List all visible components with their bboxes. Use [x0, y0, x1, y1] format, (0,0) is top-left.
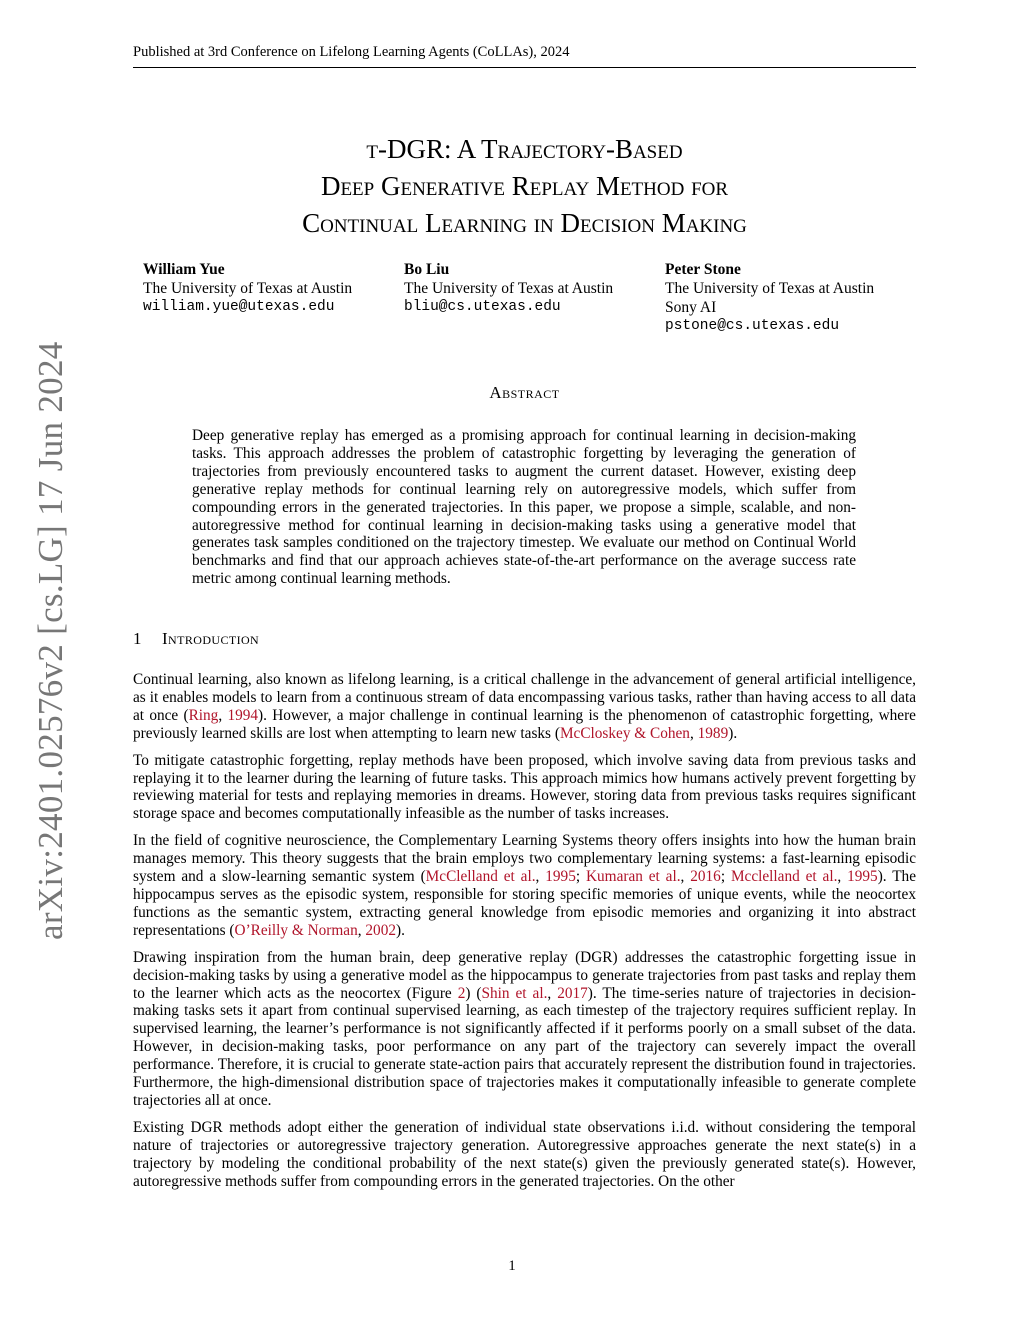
citation-link[interactable]: 2002: [365, 921, 396, 939]
section-number: 1: [133, 629, 142, 648]
running-header: Published at 3rd Conference on Lifelong Learning Agents (CoLLAs), 2024: [133, 44, 916, 68]
paper-title: [133, 131, 916, 242]
figure-link[interactable]: 2: [457, 984, 466, 1002]
citation-link[interactable]: Kumaran et al.: [585, 868, 681, 886]
arxiv-identifier: arXiv:2401.02576v2 [cs.LG] 17 Jun 2024: [31, 341, 70, 940]
paragraph-3: [133, 832, 916, 939]
text-span: Drawing inspiration from the human brain, deep generative replay (DGR) addresses the catastrophic forgetting issue in decision-making tasks by using a generative model as the hippocampus to generate trajectories from past tasks and replay them to the learner which acts as the neocortex (Figure: [133, 948, 916, 1002]
author-affiliation-2: Sony AI: [665, 299, 717, 316]
abstract-heading: Abstract: [489, 383, 560, 402]
author-block-2: [404, 260, 613, 317]
text-span: ,: [680, 868, 691, 886]
text-span: ,: [218, 706, 228, 724]
section-heading: [133, 629, 259, 649]
citation-link[interactable]: 2017: [557, 984, 588, 1002]
citation-link[interactable]: 1995: [847, 868, 878, 886]
author-block-1: [143, 260, 352, 317]
citation-link[interactable]: Shin et al.: [481, 984, 548, 1002]
author-name: Peter Stone: [665, 261, 741, 278]
author-name: William Yue: [143, 261, 225, 278]
citation-link[interactable]: 1989: [697, 724, 729, 742]
citation-link[interactable]: O’Reilly & Norman: [234, 921, 358, 939]
citation-link[interactable]: 1995: [545, 868, 576, 886]
author-email: pstone@cs.utexas.edu: [665, 318, 840, 334]
text-span: ). However, a major challenge in continual learning is the phenomenon of catastrophic forgetting, where previously learned skills are lost when attempting to learn new tasks (: [133, 706, 916, 742]
author-affiliation: The University of Texas at Austin: [665, 280, 875, 297]
text-span: ,: [837, 868, 848, 886]
author-name: Bo Liu: [404, 261, 450, 278]
paragraph-5: Existing DGR methods adopt either the generation of individual state observations i.i.d. without considering the temporal nature of trajectories or autoregressive trajectory generation. Autoregressive approaches generate the next state(s) in a trajectory by modeling the conditional probability of the next state(s) given the previously generated state(s). However, autoregressive methods suffer from compounding errors in the generated trajectories. On the other: [133, 1118, 916, 1190]
text-span: ).: [728, 724, 738, 742]
text-span: ;: [575, 868, 586, 886]
citation-link[interactable]: Ring: [188, 706, 219, 724]
text-span: ).: [395, 921, 405, 939]
text-span: ,: [689, 724, 698, 742]
citation-link[interactable]: Mcclelland et al.: [730, 868, 838, 886]
text-span: ). The hippocampus serves as the episodic system, responsible for storing specific memories of unique events, while the neocortex functions as the semantic system, extracting general knowledge from episodic memories and organizing it into abstract representations (: [133, 868, 916, 939]
paragraph-1: [133, 671, 916, 743]
author-email: bliu@cs.utexas.edu: [404, 299, 561, 315]
text-span: ). The time-series nature of trajectories in decision-making tasks sets it apart from continual supervised learning, as each timestep of the trajectory requires sufficient replay. In supervised learning, the learner’s performance is not significantly affected if it performs poorly on a small subset of the data. However, in decision-making tasks, poor performance on any part of the trajectory can severely impact the overall performance. Therefore, it is crucial to generate state-action pairs that accurately represent the distribution found in trajectories. Furthermore, the high-dimensional distribution space of trajectories makes it computationally infeasible to generate complete trajectories all at once.: [133, 984, 916, 1109]
section-title: Introduction: [162, 629, 260, 648]
author-email: william.yue@utexas.edu: [143, 299, 335, 315]
citation-link[interactable]: 1994: [227, 706, 259, 724]
page-number: 1: [508, 1258, 516, 1274]
text-span: In the field of cognitive neuroscience, the Complementary Learning Systems theory offers insights into how the human brain manages memory. This theory suggests that the brain employs two complementary learning systems: a fast-learning episodic system and a slow-learning semantic system (: [133, 832, 916, 886]
paragraph-2: To mitigate catastrophic forgetting, replay methods have been proposed, which involve saving data from previous tasks and replaying it to the learner during the learning of future tasks. This approach mimics how humans actively prevent forgetting by reviewing material for tests and replaying memories in dreams. However, storing data from previous tasks requires significant storage space and becomes computationally infeasible as the number of tasks increases.: [133, 751, 916, 823]
author-affiliation: The University of Texas at Austin: [404, 280, 614, 297]
citation-link[interactable]: 2016: [690, 868, 721, 886]
abstract-text: Deep generative replay has emerged as a promising approach for continual learning in decision-making tasks. This approach addresses the problem of catastrophic forgetting by leveraging the generation of trajectories from previously encountered tasks to augment the current dataset. However, existing deep generative replay methods for continual learning rely on autoregressive models, which suffer from compounding errors in the generated trajectories. In this paper, we propose a simple, scalable, and non-autoregressive method for continual learning in decision-making tasks using a generative model that generates task samples conditioned on the trajectory timestep. We evaluate our method on Continual World benchmarks and find that our approach achieves state-of-the-art performance on the average success rate metric among continual learning methods.: [192, 427, 856, 588]
author-block-3: [665, 260, 874, 336]
citation-link[interactable]: McClelland et al.: [425, 868, 536, 886]
text-span: ,: [535, 868, 546, 886]
title-line-1: t-DGR: A Trajectory-Based: [366, 134, 683, 164]
citation-link[interactable]: McCloskey & Cohen: [559, 724, 690, 742]
text-span: Continual learning, also known as lifelong learning, is a critical challenge in the advancement of general artificial intelligence, as it enables models to learn from a continuous stream of data encompassing various tasks, rather than having access to all data at once (: [133, 671, 916, 724]
title-line-2: Deep Generative Replay Method for: [320, 171, 729, 201]
text-span: ) (: [465, 984, 482, 1002]
text-span: ,: [357, 921, 366, 939]
author-affiliation: The University of Texas at Austin: [143, 280, 353, 297]
body-text: [133, 671, 916, 1199]
title-line-3: Continual Learning in Decision Making: [302, 208, 747, 238]
paragraph-4: [133, 949, 916, 1110]
text-span: ;: [720, 868, 731, 886]
text-span: ,: [547, 984, 558, 1002]
